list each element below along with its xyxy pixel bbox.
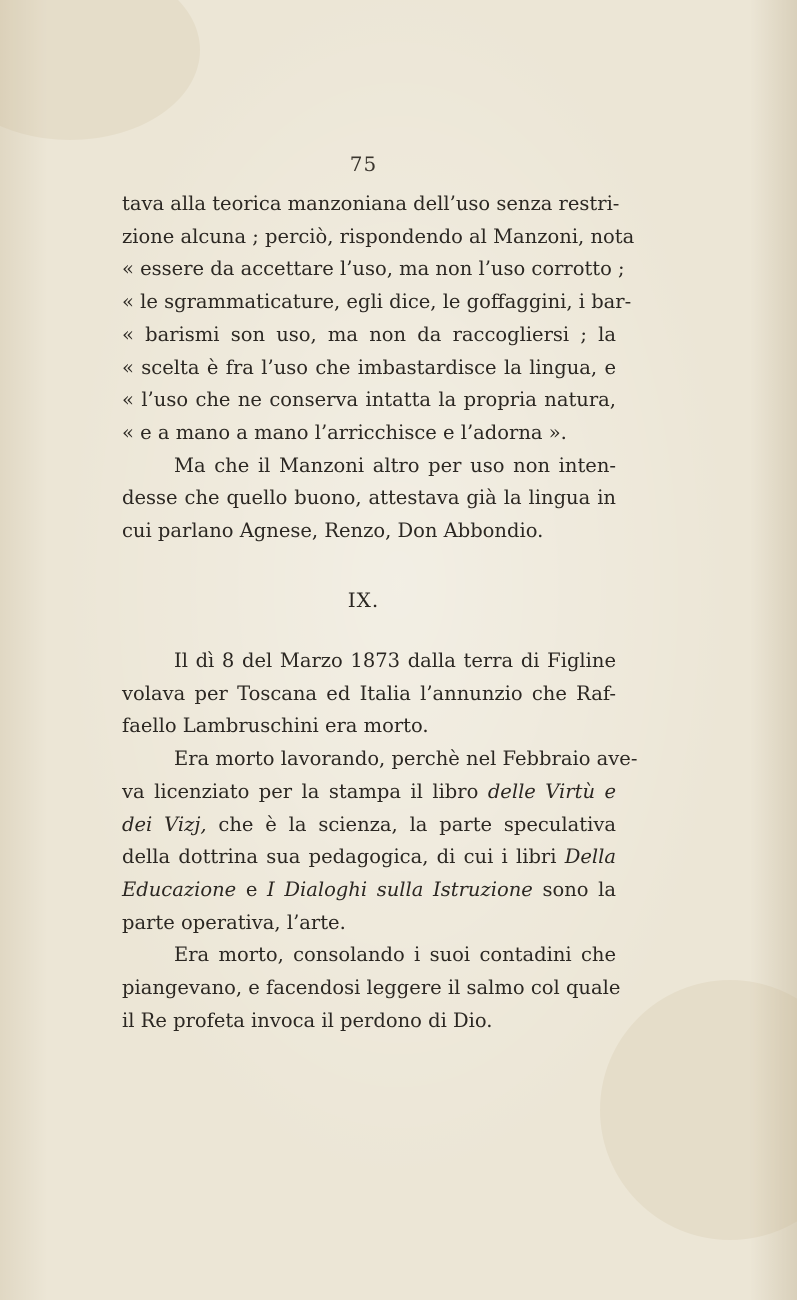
text-line: Era morto lavorando, perchè nel Febbraio ave-	[174, 747, 638, 771]
text-line: Era morto, consolando i suoi contadini che	[174, 943, 616, 967]
book-title-italic: Educazione	[122, 877, 237, 901]
text-run: della dottrina sua pedagogica, di cui i libri	[122, 845, 565, 869]
text-line: Il dì 8 del Marzo 1873 dalla terra di Figline	[174, 649, 616, 672]
paragraph-5	[122, 939, 621, 1037]
text-line: Ma che il Manzoni altro per uso non inten-	[174, 453, 616, 477]
text-line: volava per Toscana ed Italia l’annunzio che Raf-	[122, 681, 616, 705]
paragraph-2	[122, 450, 616, 548]
text-line: « l’uso che ne conserva intatta la propria natura,	[122, 388, 616, 412]
text-line	[122, 809, 616, 842]
text-line: « barismi son uso, ma non da raccogliersi ; la	[122, 322, 616, 346]
paper-stain	[600, 980, 797, 1240]
text-line	[122, 776, 616, 809]
book-title-italic: I Dialoghi sulla Istruzione	[267, 877, 533, 901]
text-line	[122, 841, 616, 874]
paragraph-3	[122, 645, 616, 743]
text-run: e	[236, 877, 267, 901]
book-title-italic: delle Virtù e	[487, 779, 616, 803]
text-line	[122, 874, 616, 907]
paragraph-4	[122, 743, 638, 939]
text-line: zione alcuna ; perciò, rispondendo al Manzoni, nota	[122, 224, 635, 248]
text-run: sono la	[532, 877, 616, 901]
text-line: « essere da accettare l’uso, ma non l’uso corrotto ;	[122, 257, 625, 281]
text-line: tava alla teorica manzoniana dell’uso senza restri-	[122, 192, 620, 215]
text-block-bottom	[122, 645, 638, 1037]
text-run: va licenziato per la stampa il libro	[122, 779, 488, 803]
text-line: cui parlano Agnese, Renzo, Don Abbondio.	[122, 519, 544, 543]
page-number: 75	[349, 152, 378, 176]
text-line: faello Lambruschini era morto.	[122, 714, 429, 738]
text-line: piangevano, e facendosi leggere il salmo col quale	[122, 976, 621, 1000]
section-heading: IX.	[347, 588, 380, 612]
paragraph-1	[122, 188, 635, 450]
book-title-italic: Della	[564, 845, 616, 869]
text-line: « le sgrammaticature, egli dice, le goffaggini, i bar-	[122, 290, 632, 314]
text-line: parte operativa, l’arte.	[122, 910, 346, 934]
text-line: desse che quello buono, attestava già la lingua in	[122, 486, 616, 510]
text-run: che è la scienza, la parte speculativa	[206, 812, 616, 836]
text-block-top	[122, 188, 635, 548]
book-title-italic: dei Vizj,	[122, 812, 207, 836]
paper-stain	[0, 0, 200, 140]
text-line: il Re profeta invoca il perdono di Dio.	[122, 1008, 493, 1032]
text-line: « e a mano a mano l’arricchisce e l’adorna ».	[122, 420, 567, 444]
text-line: « scelta è fra l’uso che imbastardisce la lingua, e	[122, 355, 616, 379]
